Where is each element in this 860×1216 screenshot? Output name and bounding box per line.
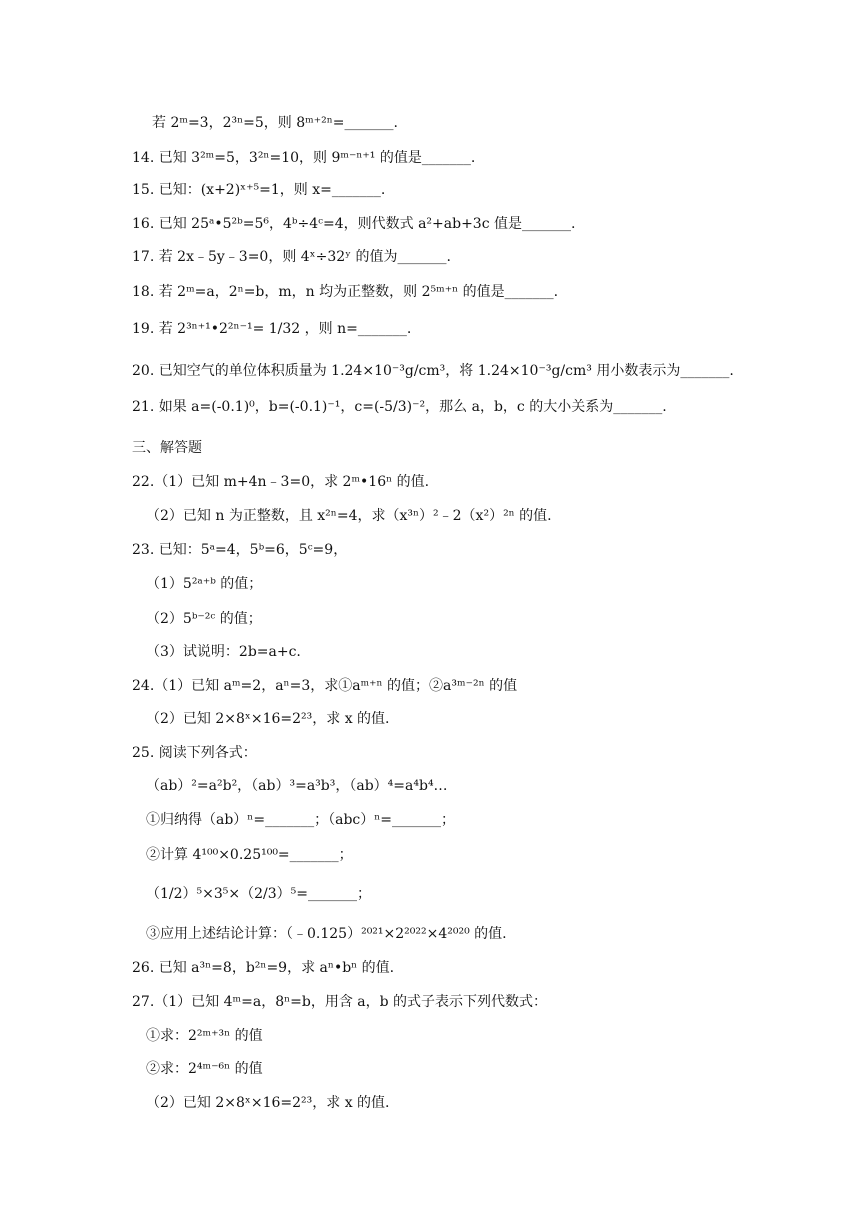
problem-25: 25. 阅读下列各式： [132, 745, 257, 761]
problem-18: 18. 若 2ᵐ=a，2ⁿ=b，m，n 均为正整数，则 2⁵ᵐ⁺ⁿ 的值是_______. [132, 284, 559, 300]
problem-27-item-1: ①求：2²ᵐ⁺³ⁿ 的值 [146, 1028, 263, 1044]
problem-22-part-1: 22.（1）已知 m+4n﹣3=0，求 2ᵐ•16ⁿ 的值. [132, 474, 430, 490]
problem-27-part-2: （2）已知 2×8ˣ×16=2²³，求 x 的值. [146, 1095, 390, 1111]
problem-13-continuation: 若 2ᵐ=3，2³ⁿ=5，则 8ᵐ⁺²ⁿ=_______. [152, 115, 398, 131]
problem-25-examples: （ab）²=a²b²，（ab）³=a³b³，（ab）⁴=a⁴b⁴… [146, 778, 448, 794]
problem-14: 14. 已知 3²ᵐ=5，3²ⁿ=10，则 9ᵐ⁻ⁿ⁺¹ 的值是_______. [132, 150, 476, 166]
problem-25-item-3: ③应用上述结论计算：（﹣0.125）²⁰²¹×2²⁰²²×4²⁰²⁰ 的值. [146, 926, 507, 942]
problem-26: 26. 已知 a³ⁿ=8，b²ⁿ=9，求 aⁿ•bⁿ 的值. [132, 960, 395, 976]
section-heading-answers: 三、解答题 [132, 440, 202, 456]
problem-25-item-2: ②计算 4¹⁰⁰×0.25¹⁰⁰=_______； [146, 847, 353, 863]
problem-23: 23. 已知：5ᵃ=4，5ᵇ=6，5ᶜ=9， [132, 542, 348, 558]
problem-24-part-1: 24.（1）已知 aᵐ=2，aⁿ=3，求①aᵐ⁺ⁿ 的值；②a³ᵐ⁻²ⁿ 的值 [132, 678, 518, 694]
problem-15: 15. 已知：(x+2)ˣ⁺⁵=1，则 x=_______. [132, 182, 386, 198]
problem-22-part-2: （2）已知 n 为正整数，且 x²ⁿ=4，求（x³ⁿ）²﹣2（x²）²ⁿ 的值. [146, 508, 552, 524]
problem-20: 20. 已知空气的单位体积质量为 1.24×10⁻³g/cm³，将 1.24×10⁻³g/cm³ 用小数表示为_______. [132, 363, 734, 379]
problem-23-part-1: （1）5²ᵃ⁺ᵇ 的值； [146, 576, 263, 592]
problem-17: 17. 若 2x﹣5y﹣3=0，则 4ˣ÷32ʸ 的值为_______. [132, 249, 451, 265]
problem-16: 16. 已知 25ᵃ•5²ᵇ=5⁶，4ᵇ÷4ᶜ=4，则代数式 a²+ab+3c 值是_______. [132, 216, 576, 232]
problem-25-item-1: ①归纳得（ab）ⁿ=_______；（abc）ⁿ=_______； [146, 812, 456, 828]
problem-23-part-2: （2）5ᵇ⁻²ᶜ 的值； [146, 611, 262, 627]
problem-23-part-3: （3）试说明：2b=a+c. [146, 644, 301, 660]
problem-27-item-2: ②求：2⁴ᵐ⁻⁶ⁿ 的值 [146, 1061, 263, 1077]
problem-21: 21. 如果 a=(-0.1)⁰，b=(-0.1)⁻¹，c=(-5/3)⁻²，那么 a，b，c 的大小关系为_______. [132, 399, 667, 415]
problem-24-part-2: （2）已知 2×8ˣ×16=2²³，求 x 的值. [146, 711, 390, 727]
problem-27-part-1: 27.（1）已知 4ᵐ=a，8ⁿ=b，用含 a，b 的式子表示下列代数式： [132, 994, 548, 1010]
problem-19: 19. 若 2³ⁿ⁺¹•2²ⁿ⁻¹= 1/32 ，则 n=_______. [132, 321, 412, 337]
problem-25-item-2b: （1/2）⁵×3⁵×（2/3）⁵=_______； [146, 886, 371, 902]
